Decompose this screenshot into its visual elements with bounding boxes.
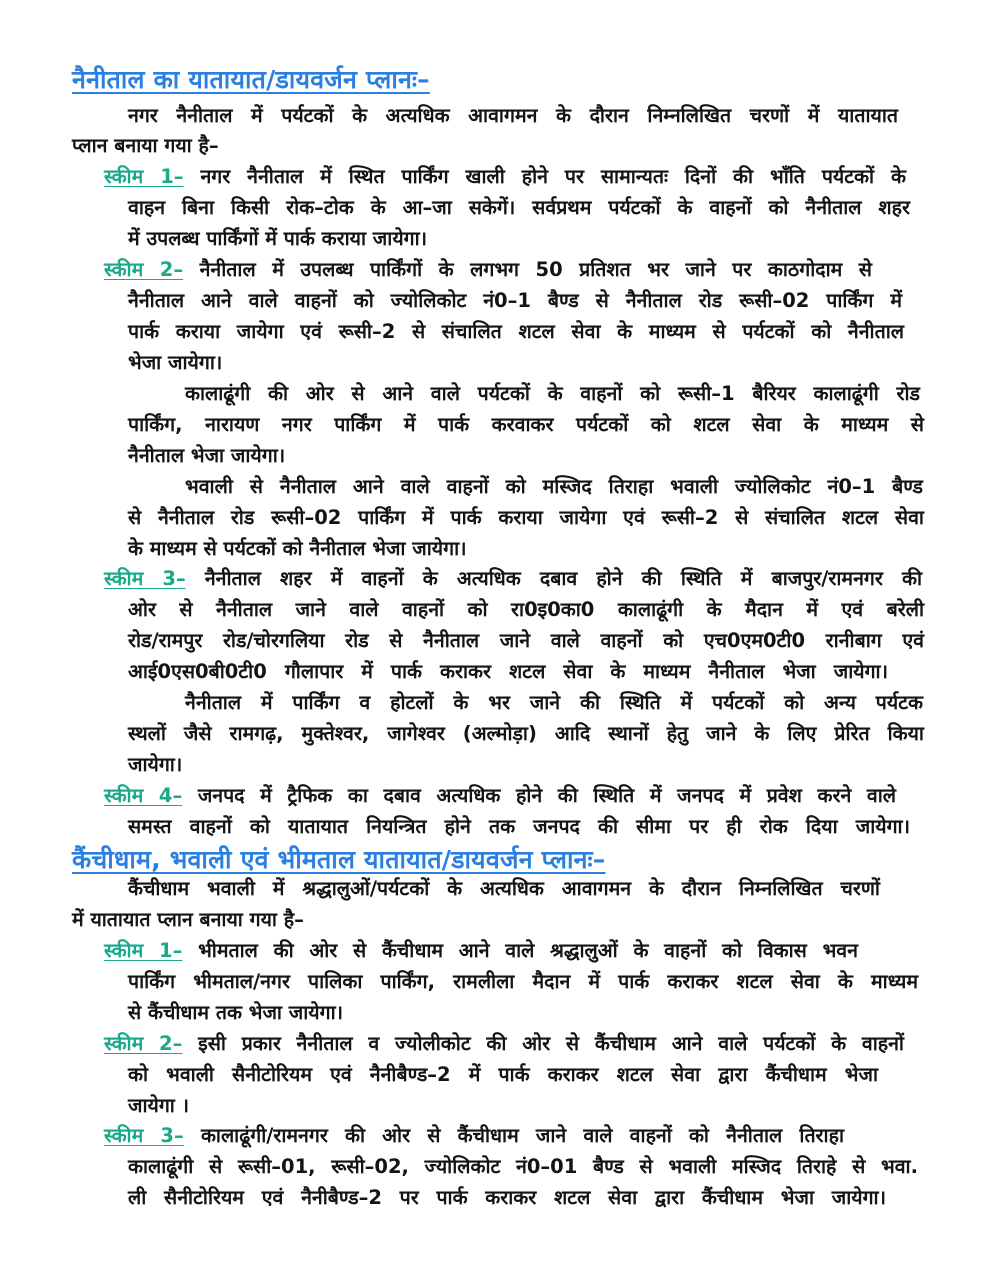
scheme-2-first-line — [104, 1032, 904, 1056]
scheme-label: स्कीम 4– — [104, 784, 183, 807]
scheme-text-line: पार्किंग, नारायण नगर पार्किंग में पार्क करवाकर पर्यटकों को शटल सेवा के माध्यम से — [128, 413, 924, 436]
scheme-text-line: में उपलब्ध पार्किंगों में पार्क कराया जायेगा। — [128, 227, 428, 250]
scheme-text-line: वाहन बिना किसी रोक–टोक के आ–जा सकेगें। सर्वप्रथम पर्यटकों के वाहनों को नैनीताल शहर — [128, 196, 910, 219]
scheme-text-line: स्थलों जैसे रामगढ़, मुक्तेश्वर, जागेश्वर (अल्मोड़ा) आदि स्थानों हेतु जाने के लिए प्रेरित किया — [128, 722, 924, 745]
scheme-text: कालाढूंगी/रामनगर की ओर से कैंचीधाम जाने वाले वाहनों को नैनीताल तिराहा — [200, 1124, 844, 1147]
scheme-text-line: कालाढूंगी की ओर से आने वाले पर्यटकों के वाहनों को रूसी–1 बैरियर कालाढूंगी रोड — [185, 382, 920, 405]
scheme-text-line: नैनीताल आने वाले वाहनों को ज्योलिकोट नं0–1 बैण्ड से नैनीताल रोड रूसी–02 पार्किंग में — [128, 289, 902, 312]
scheme-text-line: कालाढूंगी से रूसी–01, रूसी–02, ज्योलिकोट नं0–01 बैण्ड से भवाली मस्जिद तिराहे से भवा. — [128, 1155, 918, 1178]
intro-line: प्लान बनाया गया है– — [72, 134, 219, 157]
scheme-text-line: ओर से नैनीताल जाने वाले वाहनों को रा0इ0का0 कालाढूंगी के मैदान में एवं बरेली — [128, 598, 924, 621]
scheme-text-line: से नैनीताल रोड रूसी–02 पार्किंग में पार्क कराया जायेगा एवं रूसी–2 से संचालित शटल सेवा — [128, 506, 924, 529]
scheme-3-first-line — [104, 567, 922, 591]
scheme-text: नगर नैनीताल में स्थित पार्किंग खाली होने पर सामान्यतः दिनों की भाँति पर्यटकों के — [200, 165, 906, 188]
scheme-text-line: पार्किंग भीमताल/नगर पालिका पार्किंग, रामलीला मैदान में पार्क कराकर शटल सेवा के माध्यम — [128, 970, 918, 993]
scheme-label: स्कीम 3– — [104, 1124, 184, 1147]
scheme-text-line: पार्क कराया जायेगा एवं रूसी–2 से संचालित शटल सेवा के माध्यम से पर्यटकों को नैनीताल — [128, 320, 904, 343]
scheme-text-line: रोड/रामपुर रोड/चोरगलिया रोड से नैनीताल जाने वाले वाहनों को एच0एम0टी0 रानीबाग एवं — [128, 629, 924, 652]
scheme-label: स्कीम 3– — [104, 567, 186, 590]
scheme-text-line: आई0एस0बी0टी0 गौलापार में पार्क कराकर शटल सेवा के माध्यम नैनीताल भेजा जायेगा। — [128, 660, 888, 683]
scheme-label: स्कीम 1– — [104, 939, 183, 962]
scheme-1-first-line — [104, 165, 906, 189]
scheme-label: स्कीम 1– — [104, 165, 184, 188]
scheme-text: जनपद में ट्रैफिक का दबाव अत्यधिक होने की स्थिति में जनपद में प्रवेश करने वाले — [197, 784, 896, 807]
scheme-text-line: से कैंचीधाम तक भेजा जायेगा। — [128, 1001, 344, 1024]
scheme-label: स्कीम 2– — [104, 258, 184, 281]
scheme-text-line: नैनीताल भेजा जायेगा। — [128, 444, 286, 467]
scheme-text-line: जायेगा । — [128, 1094, 190, 1117]
scheme-2-first-line — [104, 258, 872, 282]
scheme-text-line: जायेगा। — [128, 753, 183, 776]
scheme-3-first-line — [104, 1124, 844, 1148]
scheme-text-line: भवाली से नैनीताल आने वाले वाहनों को मस्जिद तिराहा भवाली ज्योलिकोट नं0–1 बैण्ड — [185, 475, 923, 498]
section-heading-kainchidham: कैंचीधाम, भवाली एवं भीमताल यातायात/डायवर्जन प्लानः– — [72, 845, 606, 874]
scheme-text-line: भेजा जायेगा। — [128, 351, 223, 374]
scheme-text-line: ली सैनीटोरियम एवं नैनीबैण्ड–2 पर पार्क कराकर शटल सेवा द्वारा कैंचीधाम भेजा जायेगा। — [128, 1186, 886, 1209]
scheme-text-line: नैनीताल में पार्किंग व होटलों के भर जाने की स्थिति में पर्यटकों को अन्य पर्यटक — [185, 691, 923, 714]
scheme-1-first-line — [104, 939, 858, 963]
scheme-text: नैनीताल शहर में वाहनों के अत्यधिक दबाव होने की स्थिति में बाजपुर/रामनगर की — [204, 567, 923, 590]
scheme-label: स्कीम 2– — [104, 1032, 183, 1055]
intro-line: नगर नैनीताल में पर्यटकों के अत्यधिक आवागमन के दौरान निम्नलिखित चरणों में यातायात — [128, 104, 898, 127]
intro-line: में यातायात प्लान बनाया गया है– — [72, 908, 304, 931]
section-heading-nainital: नैनीताल का यातायात/डायवर्जन प्लानः– — [72, 65, 430, 94]
scheme-text-line: के माध्यम से पर्यटकों को नैनीताल भेजा जायेगा। — [128, 537, 467, 560]
intro-line: कैंचीधाम भवाली में श्रद्धालुओं/पर्यटकों के अत्यधिक आवागमन के दौरान निम्नलिखित चरणों — [128, 877, 880, 900]
scheme-4-first-line — [104, 784, 896, 808]
scheme-text-line: समस्त वाहनों को यातायात नियन्त्रित होने तक जनपद की सीमा पर ही रोक दिया जायेगा। — [128, 815, 910, 838]
scheme-text-line: को भवाली सैनीटोरियम एवं नैनीबैण्ड–2 में पार्क कराकर शटल सेवा द्वारा कैंचीधाम भेजा — [128, 1063, 878, 1086]
scheme-text: नैनीताल में उपलब्ध पार्किंगों के लगभग 50 प्रतिशत भर जाने पर काठगोदाम से — [199, 258, 872, 281]
scheme-text: इसी प्रकार नैनीताल व ज्योलीकोट की ओर से कैंचीधाम आने वाले पर्यटकों के वाहनों — [198, 1032, 904, 1055]
scheme-text: भीमताल की ओर से कैंचीधाम आने वाले श्रद्धालुओं के वाहनों को विकास भवन — [198, 939, 858, 962]
